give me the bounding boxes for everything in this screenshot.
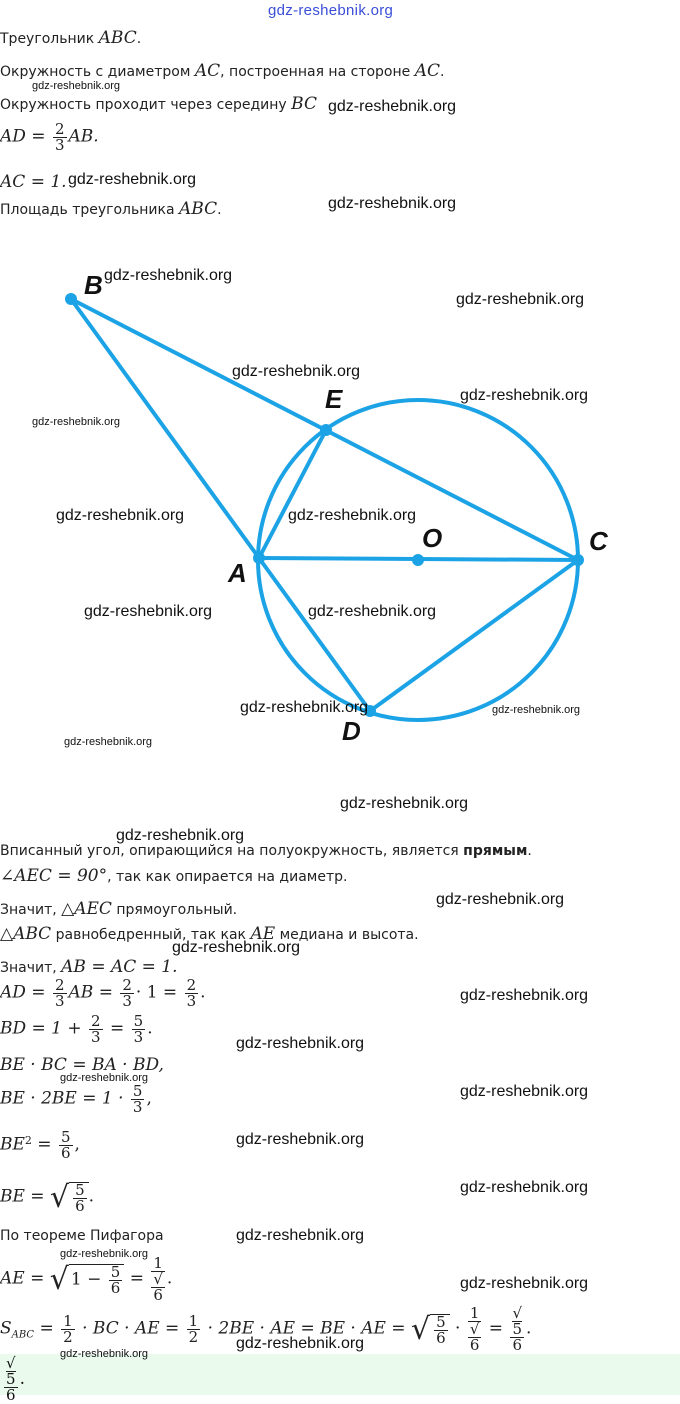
numerator: 1 xyxy=(63,1312,73,1330)
fraction xyxy=(89,1014,103,1045)
fraction xyxy=(109,1262,123,1297)
numerator: 2 xyxy=(54,976,65,994)
math: · xyxy=(449,1318,466,1339)
given-text: , построенная на стороне xyxy=(220,64,415,80)
watermark-text: gdz-reshebnik.org xyxy=(116,827,245,844)
math: △AEC xyxy=(61,899,112,919)
answer-value xyxy=(2,1356,25,1403)
solution-text: равнобедренный, так как xyxy=(51,927,251,943)
label-O: O xyxy=(422,523,443,553)
solution-text: Вписанный угол, опирающийся на полуокружность, является xyxy=(0,843,464,859)
radicand: 6 xyxy=(153,1286,163,1304)
square-root xyxy=(50,1262,125,1297)
given-line-4 xyxy=(0,122,99,153)
fraction xyxy=(185,978,199,1009)
solution-text: медиана и высота. xyxy=(275,927,419,943)
denominator: 3 xyxy=(54,992,65,1010)
fraction xyxy=(59,1130,73,1161)
solution-text: По теореме Пифагора xyxy=(0,1228,164,1244)
watermark-text: gdz-reshebnik.org xyxy=(460,1275,589,1292)
superscript: 2 xyxy=(24,1133,32,1147)
watermark-text: gdz-reshebnik.org xyxy=(172,939,301,956)
fraction xyxy=(151,1256,165,1303)
watermark-text: gdz-reshebnik.org xyxy=(232,363,361,380)
denominator: 6 xyxy=(512,1336,522,1354)
math: · 2BE · AE = BE · AE = xyxy=(202,1318,411,1339)
solution-line-2 xyxy=(0,866,347,886)
math: 1 − xyxy=(70,1269,107,1289)
math: BD = 1 + xyxy=(0,1018,88,1039)
watermark-text: gdz-reshebnik.org xyxy=(240,699,369,716)
solution-line-1 xyxy=(0,843,532,859)
math: BC xyxy=(291,94,317,114)
solution-line-12 xyxy=(0,1228,164,1244)
solution-line-7 xyxy=(0,1014,153,1045)
denominator: √ 6 xyxy=(469,1320,480,1354)
watermark-text: gdz-reshebnik.org xyxy=(328,98,457,115)
math: S xyxy=(0,1318,12,1339)
math: BE xyxy=(0,1134,25,1155)
numerator: 5 xyxy=(75,1180,85,1199)
square-root xyxy=(50,1180,89,1215)
numerator: 2 xyxy=(91,1012,101,1030)
label-D: D xyxy=(342,716,361,746)
math: . xyxy=(526,1318,532,1339)
radicand xyxy=(69,1264,124,1296)
denominator: 6 xyxy=(60,1144,71,1162)
given-line-1 xyxy=(0,28,141,48)
label-E: E xyxy=(325,384,343,414)
math: . xyxy=(88,1186,95,1207)
solution-text: Значит, xyxy=(0,902,62,918)
watermark-text: gdz-reshebnik.org xyxy=(460,1179,589,1196)
given-text: . xyxy=(440,64,445,80)
fraction xyxy=(187,1314,201,1345)
point-A xyxy=(253,552,265,564)
solution-line-5 xyxy=(0,957,178,977)
solution-line-3 xyxy=(0,899,237,919)
watermark-text: gdz-reshebnik.org xyxy=(308,603,437,620)
fraction xyxy=(4,1356,18,1403)
fraction xyxy=(53,978,67,1009)
point-O xyxy=(412,554,424,566)
fraction xyxy=(53,122,67,153)
radicand: 5 xyxy=(6,1370,16,1388)
given-text: . xyxy=(136,31,142,47)
numerator: 5 xyxy=(436,1312,446,1331)
math: AC = 1. xyxy=(0,172,67,192)
radical-sign: √ xyxy=(410,1312,431,1347)
math: . xyxy=(166,1268,173,1289)
given-line-5 xyxy=(0,172,67,192)
fraction xyxy=(61,1314,75,1345)
math: . xyxy=(200,982,206,1003)
denominator: 3 xyxy=(91,1028,101,1046)
math: . xyxy=(19,1369,25,1389)
watermark-text: gdz-reshebnik.org xyxy=(84,603,213,620)
solution-text: Значит, xyxy=(0,960,62,976)
math: BE · 2BE = 1 · xyxy=(0,1088,129,1109)
point-C xyxy=(572,554,584,566)
numerator: 2 xyxy=(122,976,132,994)
math: AC xyxy=(194,61,221,81)
given-text: . xyxy=(217,202,222,218)
numerator: √ 5 xyxy=(512,1304,523,1338)
fraction xyxy=(120,978,134,1009)
watermark-text: gdz-reshebnik.org xyxy=(68,171,197,188)
watermark-text: gdz-reshebnik.org xyxy=(32,80,121,92)
given-text: Окружность с диаметром xyxy=(0,64,195,80)
segment-DC xyxy=(370,560,578,711)
numerator: 1 xyxy=(153,1254,163,1272)
header-watermark: gdz-reshebnik.org xyxy=(268,2,394,19)
given-line-2 xyxy=(0,61,444,81)
point-E xyxy=(320,424,332,436)
denominator: 6 xyxy=(6,1386,16,1404)
radicand xyxy=(69,1182,89,1214)
radical-sign: √ xyxy=(49,1180,70,1215)
watermark-text: gdz-reshebnik.org xyxy=(64,736,153,748)
radical-sign: √ xyxy=(49,1262,69,1297)
math: . xyxy=(147,1018,153,1039)
numerator: 1 xyxy=(469,1304,480,1322)
math: BE = xyxy=(0,1186,50,1207)
denominator: 6 xyxy=(436,1328,446,1347)
watermark-text: gdz-reshebnik.org xyxy=(340,795,469,812)
math: ∠AEC = 90° xyxy=(0,866,108,886)
math: · 1 = xyxy=(135,982,183,1003)
bold-text: прямым xyxy=(463,843,528,859)
math: = xyxy=(34,1318,60,1339)
denominator: √ 6 xyxy=(153,1270,163,1304)
math: ABC xyxy=(179,199,218,219)
fraction xyxy=(132,1014,146,1045)
denominator: 3 xyxy=(186,992,197,1010)
numerator: 5 xyxy=(110,1262,121,1281)
solution-line-6 xyxy=(0,978,206,1009)
denominator: 2 xyxy=(188,1328,199,1346)
radicand xyxy=(430,1314,450,1346)
solution-text: . xyxy=(527,843,532,859)
math: △ABC xyxy=(0,924,52,944)
math: AB = AC = 1. xyxy=(61,957,178,977)
watermark-text: gdz-reshebnik.org xyxy=(104,267,233,284)
fraction xyxy=(434,1312,448,1347)
numerator: √ 5 xyxy=(6,1354,16,1388)
watermark-text: gdz-reshebnik.org xyxy=(60,1348,149,1360)
denominator: 6 xyxy=(110,1278,121,1297)
given-text: Площадь треугольника xyxy=(0,202,179,218)
math: ABC xyxy=(98,28,137,48)
watermark-text: gdz-reshebnik.org xyxy=(456,291,585,308)
figure-points xyxy=(65,293,584,717)
solution-text: прямоугольный. xyxy=(111,902,238,918)
watermark-text: gdz-reshebnik.org xyxy=(236,1227,365,1244)
radicand: 5 xyxy=(512,1320,522,1338)
watermark-text: gdz-reshebnik.org xyxy=(32,416,121,428)
watermark-text: gdz-reshebnik.org xyxy=(328,195,457,212)
solution-line-11 xyxy=(0,1180,94,1215)
watermark-text: gdz-reshebnik.org xyxy=(288,507,417,524)
denominator: 3 xyxy=(133,1028,144,1046)
watermark-text: gdz-reshebnik.org xyxy=(436,891,565,908)
numerator: 2 xyxy=(54,120,65,138)
denominator: 2 xyxy=(63,1328,73,1346)
math: = xyxy=(104,1018,130,1039)
fraction xyxy=(468,1306,482,1353)
math: , xyxy=(146,1088,152,1109)
math: AD = xyxy=(0,982,51,1003)
denominator: 6 xyxy=(75,1196,85,1215)
solution-text: , так как опирается на диаметр. xyxy=(107,869,348,885)
math: = xyxy=(124,1268,150,1289)
label-C: C xyxy=(589,526,608,556)
given-line-3 xyxy=(0,94,317,114)
fraction xyxy=(131,1084,145,1115)
math: = xyxy=(483,1318,509,1339)
given-text: Треугольник xyxy=(0,31,99,47)
numerator: 5 xyxy=(132,1082,143,1100)
solution-line-13 xyxy=(0,1256,172,1303)
math: = xyxy=(31,1134,57,1155)
given-line-6 xyxy=(0,199,222,219)
geometry-figure xyxy=(0,240,680,760)
fraction xyxy=(510,1306,524,1353)
watermark-text: gdz-reshebnik.org xyxy=(236,1335,365,1352)
point-B xyxy=(65,293,77,305)
watermark-text: gdz-reshebnik.org xyxy=(56,507,185,524)
subscript: ABC xyxy=(11,1329,35,1341)
denominator: 3 xyxy=(122,992,132,1010)
square-root xyxy=(411,1312,450,1347)
math: AD = xyxy=(0,126,51,147)
numerator: 1 xyxy=(188,1312,199,1330)
solution-line-9 xyxy=(0,1084,152,1115)
numerator: 5 xyxy=(133,1012,144,1030)
solution-line-10 xyxy=(0,1130,80,1161)
watermark-text: gdz-reshebnik.org xyxy=(236,1035,365,1052)
watermark-text: gdz-reshebnik.org xyxy=(236,1131,365,1148)
numerator: 5 xyxy=(60,1128,71,1146)
fraction xyxy=(73,1180,87,1215)
watermark-text: gdz-reshebnik.org xyxy=(460,387,589,404)
math: AB = xyxy=(68,982,119,1003)
watermark-text: gdz-reshebnik.org xyxy=(460,987,589,1004)
math: AE xyxy=(250,924,276,944)
numerator: 2 xyxy=(186,976,197,994)
label-B: B xyxy=(84,270,103,300)
watermark-text: gdz-reshebnik.org xyxy=(460,1083,589,1100)
radicand: 6 xyxy=(469,1336,480,1354)
math: · BC · AE = xyxy=(76,1318,185,1339)
watermark-text: gdz-reshebnik.org xyxy=(492,704,581,716)
segment-AE xyxy=(259,430,326,558)
math: AB. xyxy=(68,126,99,147)
watermark-text: gdz-reshebnik.org xyxy=(60,1248,149,1260)
label-A: A xyxy=(228,558,247,588)
math: AE = xyxy=(0,1268,50,1289)
denominator: 3 xyxy=(54,136,65,154)
math: BE · BC = BA · BD, xyxy=(0,1055,164,1075)
given-text: Окружность проходит через середину xyxy=(0,97,292,113)
answer-box xyxy=(0,1354,680,1404)
math: AC xyxy=(414,61,441,81)
denominator: 3 xyxy=(132,1098,143,1116)
math: , xyxy=(74,1134,80,1155)
watermark-text: gdz-reshebnik.org xyxy=(60,1072,149,1084)
